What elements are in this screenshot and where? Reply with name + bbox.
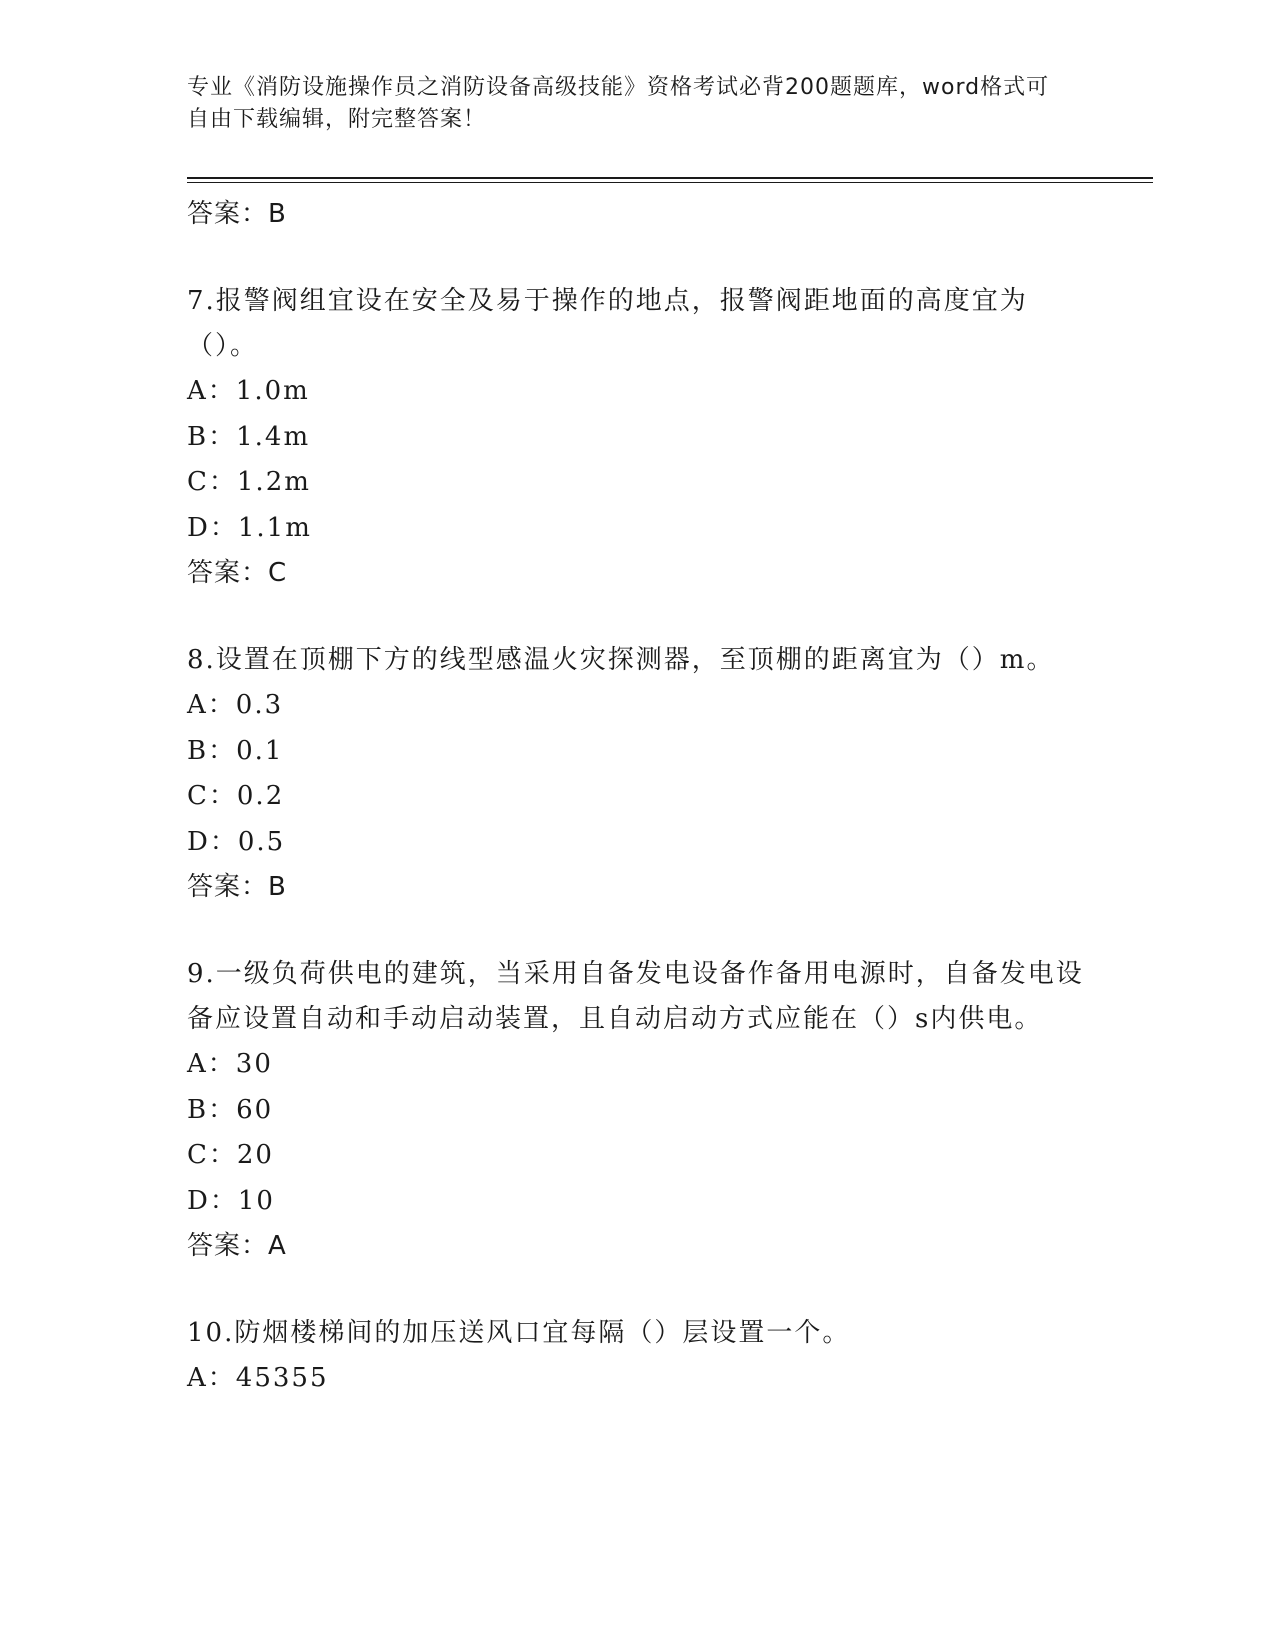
option-b: B：60 [187,1094,274,1125]
answer-line: 答案：B [187,199,287,229]
header-rule-thin [187,182,1153,183]
answer-line: 答案：B [187,872,287,902]
option-b: B：1.4m [187,421,311,452]
option-c: C：0.2 [187,781,285,811]
question-10 [187,1311,1087,1402]
option-a: A：30 [187,1049,273,1079]
question-stem: 9.一级负荷供电的建筑，当采用自备发电设备作备用电源时，自备发电设备应设置自动和手动启动装置，且自动启动方式应能在（）s内供电。 [187,959,1084,1034]
option-a: A：0.3 [187,690,284,720]
answer-line: 答案：A [187,1231,287,1261]
answer-line: 答案：C [187,558,288,588]
option-c: C：20 [187,1140,274,1170]
document-header: 专业《消防设施操作员之消防设备高级技能》资格考试必背200题题库，word格式可自由下载编辑，附完整答案！ [187,75,1050,132]
header-rule-thick [187,177,1153,179]
question-8 [187,638,1087,910]
question-7 [187,279,1087,596]
option-b: B：0.1 [187,735,284,766]
question-list [187,192,1087,1402]
question-stem: 8.设置在顶棚下方的线型感温火灾探测器，至顶棚的距离宜为（）m。 [187,645,1055,675]
question-stem: 10.防烟楼梯间的加压送风口宜每隔（）层设置一个。 [187,1318,851,1348]
question-stem: 7.报警阀组宜设在安全及易于操作的地点，报警阀距地面的高度宜为（）。 [187,286,1028,361]
option-c: C：1.2m [187,467,311,497]
option-a: A：45355 [187,1363,329,1393]
option-d: D：0.5 [187,826,286,857]
option-d: D：10 [187,1185,275,1216]
option-a: A：1.0m [187,376,310,406]
question-9 [187,952,1087,1269]
option-d: D：1.1m [187,512,312,543]
